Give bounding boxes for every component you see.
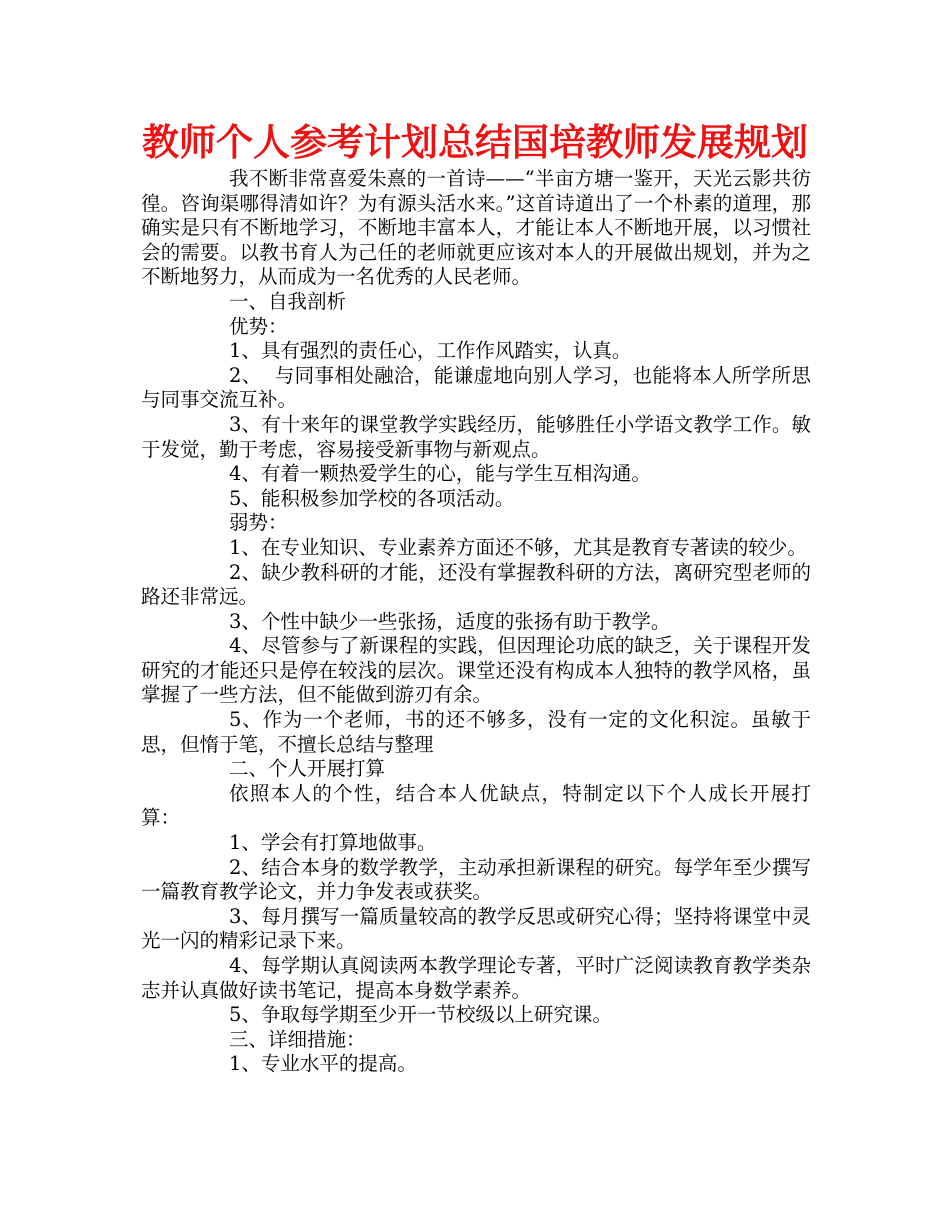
document-title: 教师个人参考计划总结国培教师发展规划: [142, 121, 808, 164]
list-item: 1、具有强烈的责任心，工作作风踏实，认真。: [229, 339, 632, 363]
list-item: 3、每月撰写一篇质量较高的教学反思或研究心得；坚持将课堂中灵光一闪的精彩记录下来。: [141, 904, 811, 953]
list-item: 4、每学期认真阅读两本教学理论专著，平时广泛阅读教育教学类杂志并认真做好读书笔记，提高本身数学素养。: [141, 954, 811, 1002]
list-item: 5、争取每学期至少开一节校级以上研究课。: [229, 1003, 612, 1027]
list-item: 1、专业水平的提高。: [229, 1052, 417, 1076]
list-item: 2、结合本身的数学教学，主动承担新课程的研究。每学年至少撰写一篇教育教学论文，并力争发表或获奖。: [141, 855, 811, 904]
list-item: 5、能积极参加学校的各项活动。: [229, 486, 515, 510]
list-item: 4、有着一颗热爱学生的心，能与学生互相沟通。: [229, 462, 651, 486]
section-heading: 二、个人开展打算: [229, 757, 386, 781]
paragraph: 我不断非常喜爱朱熹的一首诗——“半亩方塘一鉴开，天光云影共彷徨。咨询渠哪得清如许？为有源头活水来。”这首诗道出了一个朴素的道理，那确实是只有不断地学习，不断地丰富本人，才能让本人不断地开展，以习惯社会的需要。以教书育人为己任的老师就更应该对本人的开展做出规划，并为之不断地努力，从而成为一名优秀的人民老师。: [141, 167, 811, 289]
subheading: 弱势：: [229, 511, 288, 535]
list-item: 1、在专业知识、专业素养方面还不够，尤其是教育专著读的较少。: [229, 535, 807, 559]
section-heading: 三、详细措施：: [229, 1027, 366, 1051]
paragraph: 依照本人的个性，结合本人优缺点，特制定以下个人成长开展打算：: [141, 781, 811, 830]
list-item: 3、个性中缺少一些张扬，适度的张扬有助于教学。: [229, 609, 671, 633]
document-body: [141, 167, 811, 1077]
list-item: 4、尽管参与了新课程的实践，但因理论功底的缺乏，关于课程开发研究的才能还只是停在较浅的层次。课堂还没有构成本人独特的教学风格，虽掌握了一些方法，但不能做到游刃有余。: [141, 634, 811, 707]
list-item: 3、有十来年的课堂教学实践经历，能够胜任小学语文教学工作。敏于发觉，勤于考虑，容易接受新事物与新观点。: [141, 412, 811, 461]
list-item: 2、缺少教科研的才能，还没有掌握教科研的方法，离研究型老师的路还非常远。: [141, 560, 811, 609]
section-heading: 一、自我剖析: [229, 289, 347, 313]
list-item: 2、 与同事相处融洽，能谦虚地向别人学习，也能将本人所学所思与同事交流互补。: [141, 363, 811, 412]
list-item: 1、学会有打算地做事。: [229, 831, 437, 855]
list-item: 5、作为一个老师，书的还不够多，没有一定的文化积淀。虽敏于思，但惰于笔，不擅长总结与整理: [141, 708, 811, 756]
subheading: 优势：: [229, 314, 288, 338]
